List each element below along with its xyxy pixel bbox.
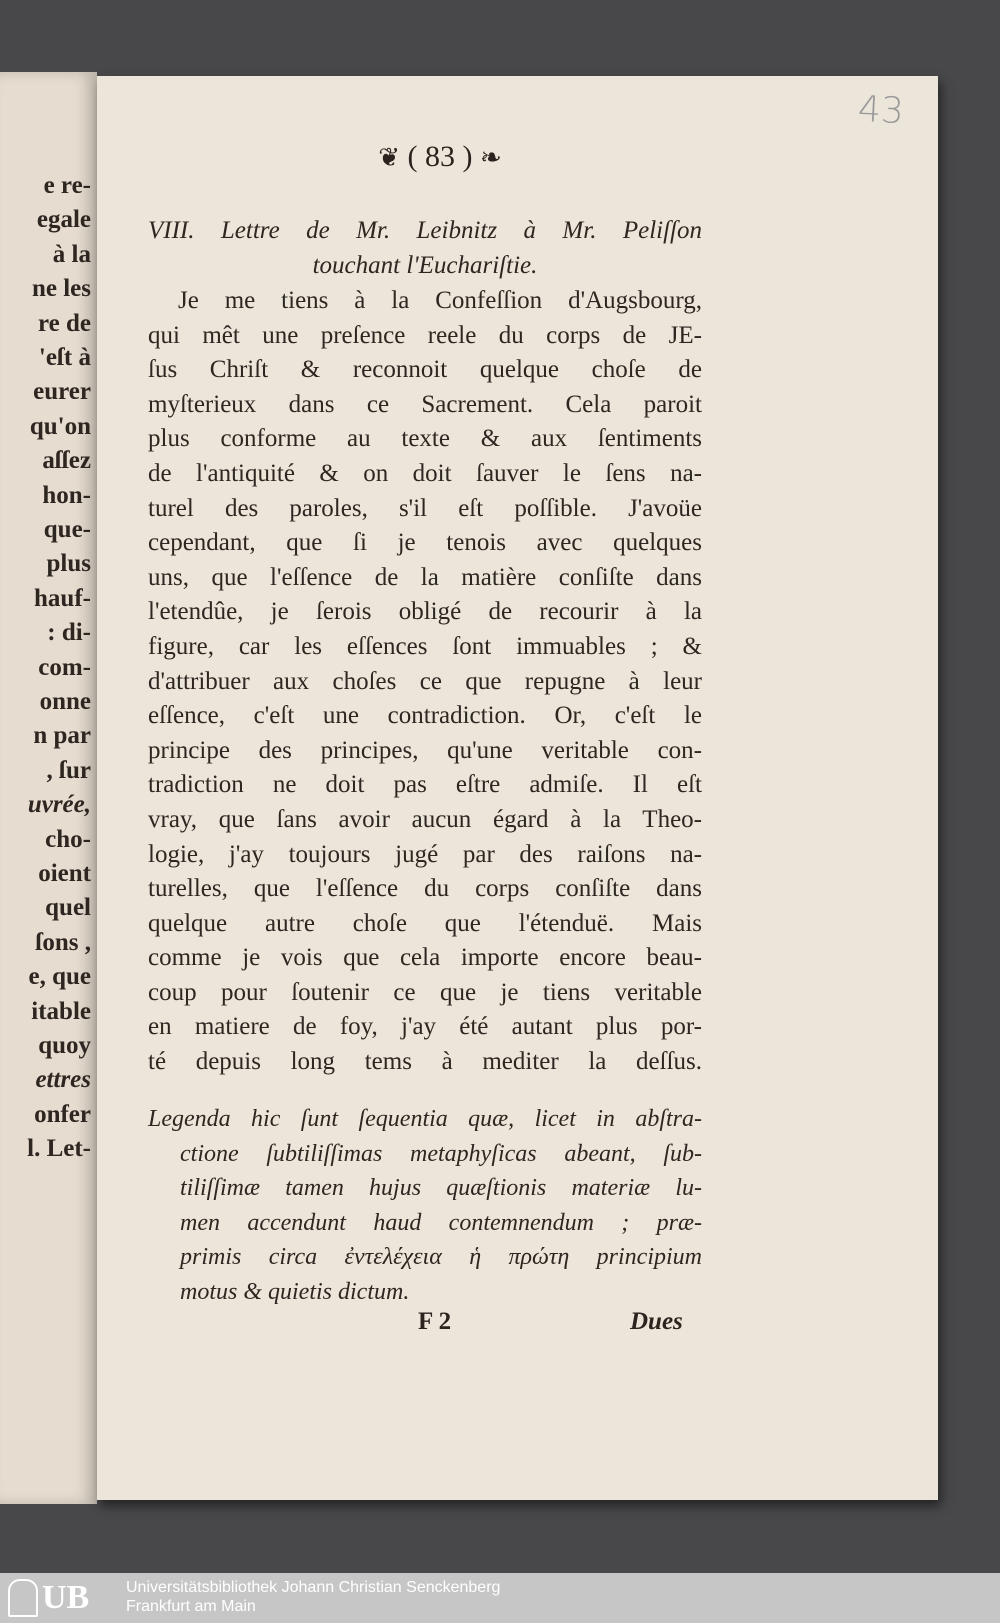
body-line: l'etendûe, je ſerois obligé de recourir à la	[148, 598, 702, 626]
body-line: principe des principes, qu'une veritable con-	[148, 736, 702, 764]
left-page-line: hon-	[42, 481, 91, 509]
left-page-line: e, que	[28, 963, 91, 991]
body-line: turel des paroles, s'il eſt poſſible. J'avoüe	[148, 494, 702, 522]
library-footer	[0, 1573, 1000, 1623]
left-page-line: 'eſt à	[38, 344, 91, 371]
body-line: coup pour ſoutenir ce que je tiens veritable	[148, 978, 702, 1006]
body-line: ſus Chriſt & reconnoit quelque choſe de	[148, 356, 702, 384]
page-number-header	[330, 140, 550, 174]
body-line: qui mêt une preſence reele du corps de JE-	[148, 321, 702, 349]
body-line: d'attribuer aux choſes ce que repugne à leur	[148, 667, 702, 695]
left-page-line: e re-	[43, 172, 91, 199]
library-logo[interactable]	[6, 1577, 116, 1619]
left-page-line: itable	[31, 997, 91, 1025]
left-page-line: hauf-	[34, 584, 91, 612]
body-line: logie, j'ay toujours jugé par des raiſons na-	[148, 840, 702, 868]
title-line: VIII. Lettre de Mr. Leibnitz à Mr. Peliſſon	[148, 217, 702, 244]
logo-text: UB	[42, 1579, 90, 1616]
note-line: motus & quietis dictum.	[180, 1278, 410, 1305]
latin-note	[148, 1102, 702, 1310]
body-line: eſſence, c'eſt une contradiction. Or, c'eſt le	[148, 702, 702, 730]
body-line: de l'antiquité & on doit ſauver le ſens na-	[148, 459, 702, 487]
left-page-line: oient	[38, 860, 91, 887]
body-line: turelles, que l'eſſence du corps conſiſte dans	[148, 875, 702, 903]
left-page-line: eurer	[33, 378, 91, 406]
body-line: comme je vois que cela importe encore beau-	[148, 944, 702, 972]
library-name	[126, 1578, 500, 1616]
folio-number: ( 83 )	[407, 140, 473, 173]
library-name-line1: Universitätsbibliothek Johann Christian Senckenberg	[126, 1579, 501, 1596]
left-page-line: uvrée,	[27, 791, 91, 819]
signature-mark: F 2	[418, 1308, 452, 1335]
body-line: plus conforme au texte & aux ſentiments	[148, 425, 702, 453]
left-page-line: à la	[52, 240, 91, 268]
body-line: vray, que ſans avoir aucun égard à la Theo-	[148, 805, 702, 833]
body-line: figure, car les eſſences ſont immuables ; &	[148, 632, 702, 660]
left-page-line: ſons ,	[35, 928, 91, 956]
left-page-line: quel	[45, 894, 91, 922]
title-line: touchant l'Euchariſtie.	[312, 251, 538, 279]
left-page-line: ettres	[35, 1066, 91, 1094]
letter-title	[148, 214, 702, 283]
note-line: Legenda hic ſunt ſequentia quæ, licet in abſtra-	[148, 1106, 702, 1132]
left-page-line: aſſez	[42, 447, 91, 475]
left-page-line: : di-	[47, 619, 91, 647]
ornament-right-icon: ❧	[479, 143, 502, 172]
left-page-line: quoy	[38, 1032, 91, 1059]
left-page-line: qu'on	[29, 412, 91, 440]
body-text	[148, 284, 702, 1080]
left-page-line: onne	[39, 688, 91, 715]
left-page-line: n par	[33, 722, 91, 750]
body-line: uns, que l'eſſence de la matière conſiſte dans	[148, 563, 702, 591]
left-page-line: l. Let-	[27, 1135, 91, 1163]
note-line: tiliſſimæ tamen hujus quæſtionis materiæ lu-	[180, 1175, 702, 1202]
left-page-line: , ſur	[46, 756, 91, 784]
note-line: ctione ſubtiliſſimas metaphyſicas abeant, ſub-	[180, 1140, 702, 1167]
left-page-line: re de	[38, 309, 91, 337]
body-line: quelque autre choſe que l'étenduë. Mais	[148, 909, 702, 937]
left-page-line: onfer	[34, 1100, 91, 1128]
body-line: myſterieux dans ce Sacrement. Cela paroit	[148, 390, 702, 418]
body-line: té depuis long tems à mediter la deſſus.	[148, 1048, 702, 1076]
library-name-line2: Frankfurt am Main	[126, 1598, 256, 1615]
left-page-line: que-	[43, 516, 91, 543]
ornament-left-icon: ❦	[378, 143, 400, 172]
note-line: primis circa ἐντελέχεια ἡ πρώτη principium	[180, 1244, 702, 1271]
left-page-line: cho-	[45, 825, 91, 853]
body-line: cependant, que ſi je tenois avec quelques	[148, 529, 702, 557]
body-line: Je me tiens à la Confeſſion d'Augsbourg,	[178, 287, 702, 314]
left-page-line: plus	[46, 550, 91, 578]
body-line: tradiction ne doit pas eſtre admiſe. Il eſt	[148, 771, 702, 799]
left-page-line: egale	[36, 206, 91, 234]
handwritten-page-number: 43	[856, 88, 905, 133]
left-page	[0, 72, 97, 1504]
left-page-line: ne les	[31, 275, 91, 303]
left-page-line: com-	[38, 653, 91, 681]
note-line: men accendunt haud contemnendum ; præ-	[180, 1209, 702, 1236]
catchword: Dues	[630, 1308, 683, 1335]
body-line: en matiere de foy, j'ay été autant plus por-	[148, 1013, 702, 1041]
senckenberg-bust-icon	[8, 1579, 38, 1617]
